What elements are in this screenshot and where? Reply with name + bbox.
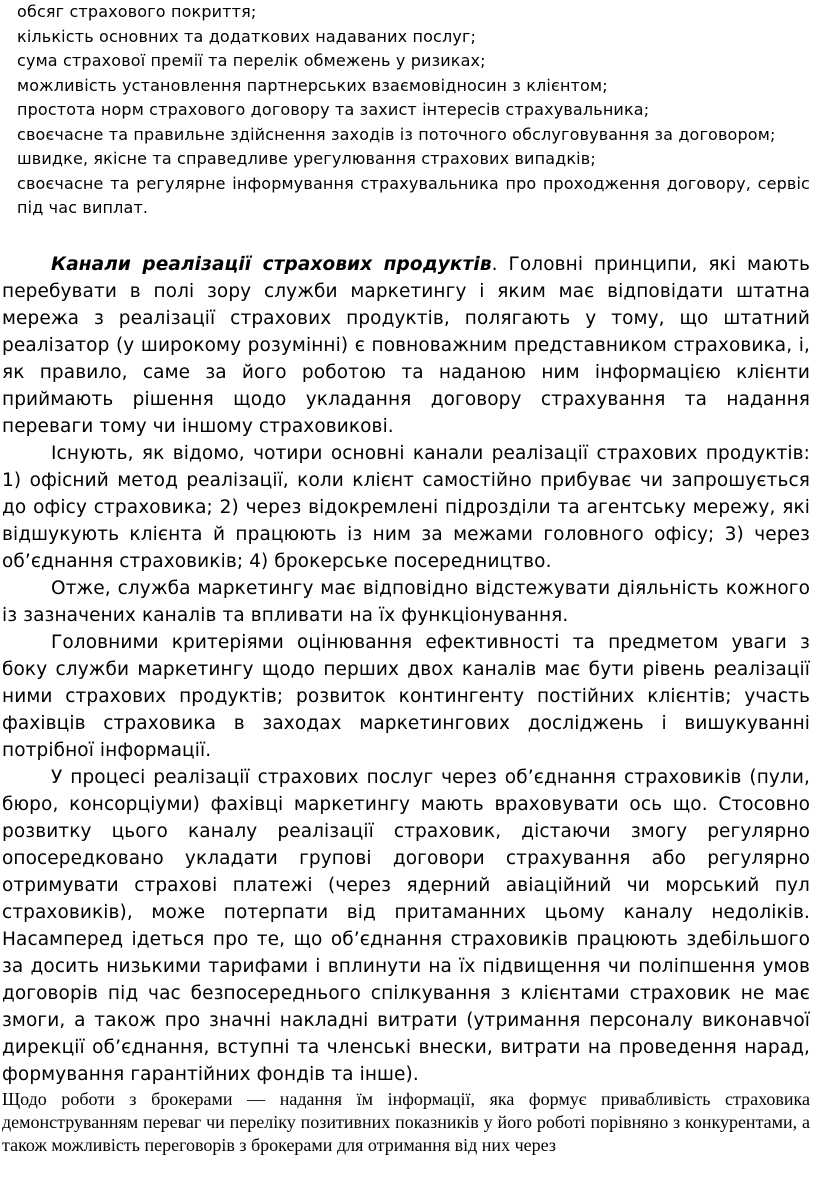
list-item: можливість установлення партнерських взаємовідносин з клієнтом; (17, 75, 608, 95)
paragraph: Існують, як відомо, чотири основні канали реалізації страхових продуктів: 1) офісний метод реалізації, коли клієнт самостійно прибуває чи запрошується до офісу страховика; 2) через відокремлені підрозділи та агентську мережу, які відшукують клієнта й працюють із ним за межами головного офісу; 3) через об’єднання страховиків; 4) брокерське посередництво. (2, 442, 810, 572)
list-item: швидке, якісне та справедливе урегулювання страхових випадків; (17, 149, 596, 168)
paragraph: Отже, служба маркетингу має відповідно відстежувати діяльність кожного із зазначених каналів та впливати на їх функціонування. (2, 577, 810, 626)
closing-paragraph: Щодо роботи з брокерами — надання їм інформації, яка формує привабливість страховика демонструванням переваг чи переліку позитивних показників у його роботі порівняно з конкурентами, а також можливість переговорів з брокерами для отримання від них через (2, 1088, 810, 1155)
list-item: обсяг страхового покриття; (17, 2, 257, 21)
section-body (0, 251, 816, 1088)
list-item: кількість основних та додаткових надаваних послуг; (17, 26, 477, 46)
list-item: своєчасне та правильне здійснення заходів із поточного обслуговування за договором; (17, 124, 776, 144)
section-heading: Канали реалізації страхових продуктів (51, 253, 492, 275)
section-lead-text: . Головні принципи, які мають перебувати в полі зору служби маркетингу і яким має відповідати штатна мережа з реалізації страхових продуктів, полягають у тому, що штатний реалізатор (у широкому розумінні) є повноважним представником страховика, і, як правило, саме за його роботою та наданою ним інформацією клієнти приймають рішення щодо укладання договору страхування та надання переваги тому чи іншому страховикові. (2, 253, 811, 437)
section-intro-paragraph (2, 251, 810, 440)
paragraph: Головними критеріями оцінювання ефективності та предметом уваги з боку служби маркетингу щодо перших двох каналів має бути рівень реалізації ними страхових продуктів; розвиток контингенту постійних клієнтів; участь фахівців страховика в заходах маркетингових досліджень і вишукуванні потрібної інформації. (2, 631, 810, 761)
list-item: сума страхової премії та перелік обмежень у ризиках; (17, 51, 486, 70)
paragraph: У процесі реалізації страхових послуг через об’єднання страховиків (пули, бюро, консорціуми) фахівці маркетингу мають враховувати ось що. Стосовно розвитку цього каналу реалізації страховик, дістаючи змогу регулярно опосередковано укладати групові договори страхування або регулярно отримувати страхові платежі (через ядерний авіаційний чи морський пул страховиків), може потерпати від притаманних цьому каналу недоліків. Насамперед ідеться про те, що об’єднання страховиків працюють здебільшого за досить низькими тарифами і вплинути на їх підвищення чи поліпшення умов договорів під час безпосереднього спілкування з клієнтами страховик не має змоги, а також про значні накладні витрати (утримання персоналу виконавчої дирекції об’єднання, вступні та членські внески, витрати на проведення нарад, формування гарантійних фондів та інше). (2, 766, 810, 1085)
list-item: своєчасне та регулярне інформування страхувальника про проходження договору, сервіс під час виплат. (17, 173, 810, 217)
list-item: простота норм страхового договору та захист інтересів страхувальника; (17, 100, 650, 119)
criteria-list (0, 0, 816, 221)
